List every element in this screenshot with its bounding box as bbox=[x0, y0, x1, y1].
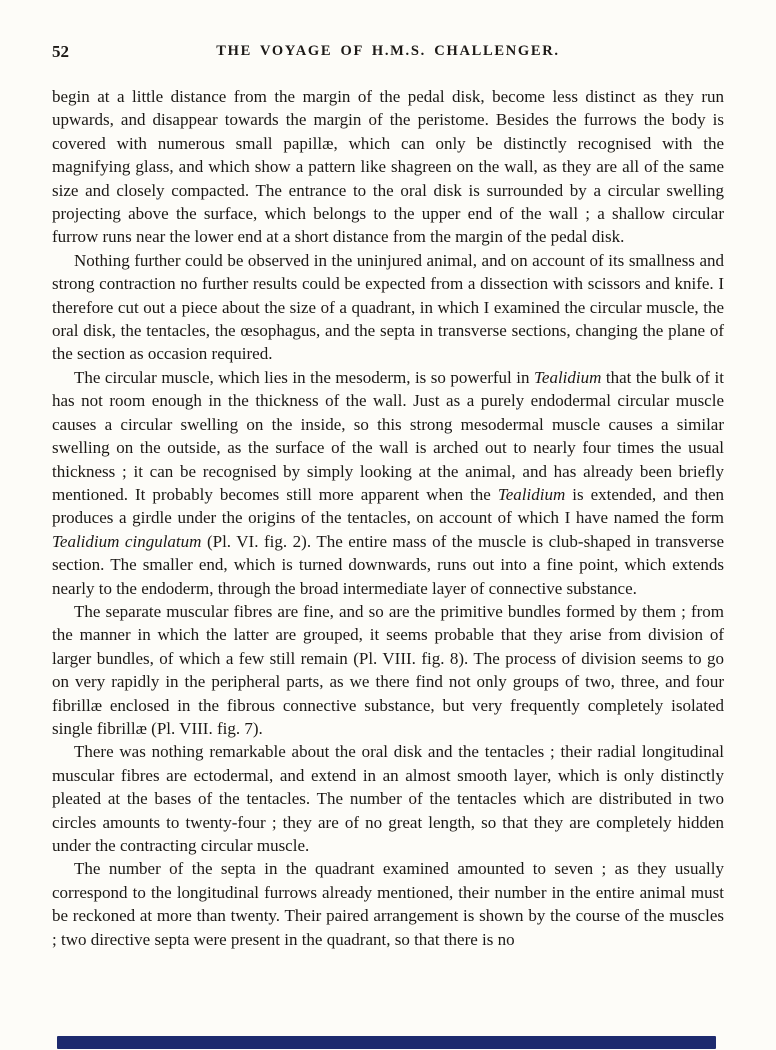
paragraph bbox=[52, 249, 724, 366]
paragraph bbox=[52, 857, 724, 951]
page-header bbox=[52, 41, 724, 63]
paragraph bbox=[52, 366, 724, 600]
page-body bbox=[52, 85, 724, 951]
running-title: THE VOYAGE OF H.M.S. CHALLENGER. bbox=[216, 43, 560, 59]
italic-term: Tealidium bbox=[497, 484, 566, 504]
text-segment: Nothing further could be observed in the uninjured animal, and on account of its smallness and strong contraction no further results could be expected from a dissection with scissors and knife. I therefore cut out a piece about the size of a quadrant, in which I examined the circular muscle, the oral disk, the tentacles, the œsophagus, and the septa in transverse sections, changing the plane of the section as occasion required. bbox=[52, 250, 724, 364]
italic-term: Tealidium cingulatum bbox=[52, 531, 202, 551]
text-segment: begin at a little distance from the margin of the pedal disk, become less distinct as they run upwards, and disappear towards the margin of the peristome. Besides the furrows the body is covered with numerous small papillæ, which can only be distinctly recognised with the magnifying glass, and which show a pattern like shagreen on the wall, as they are all of the same size and closely compacted. The entrance to the oral disk is surrounded by a circular swelling projecting above the surface, which belongs to the upper end of the wall ; a shallow circular furrow runs near the lower end at a short distance from the margin of the pedal disk. bbox=[52, 87, 724, 247]
text-segment: The circular muscle, which lies in the mesoderm, is so powerful in bbox=[74, 367, 535, 387]
text-segment: that the bulk of it has not room enough in the thickness of the wall. Just as a purely endodermal circular muscle causes a circular swelling on the inside, so this strong mesodermal muscle causes a similar swelling on the outside, as the surface of the wall is arched out to nearly four times the usual thickness ; it can be recognised by simply looking at the animal, and has already been briefly mentioned. It probably becomes still more apparent when the bbox=[52, 367, 725, 504]
text-segment: The number of the septa in the quadrant examined amounted to seven ; as they usually correspond to the longitudinal furrows already mentioned, their number in the entire animal must be reckoned at more than twenty. Their paired arrangement is shown by the course of the muscles ; two directive septa were present in the quadrant, so that there is no bbox=[52, 859, 724, 949]
text-segment: is extended, and then produces a girdle under the origins of the tentacles, on account of which I have named the form bbox=[52, 484, 724, 528]
italic-term: Tealidium bbox=[534, 367, 602, 387]
paragraph bbox=[52, 740, 724, 857]
page-number: 52 bbox=[52, 42, 69, 61]
bottom-bar bbox=[57, 1036, 716, 1049]
paragraph bbox=[52, 600, 724, 740]
text-segment: The separate muscular fibres are fine, and so are the primitive bundles formed by them ; from the manner in which the latter are grouped, it seems probable that they arise from division of larger bundles, of which a few still remain (Pl. VIII. fig. 8). The process of division seems to go on very rapidly in the peripheral parts, as we there find not only groups of two, three, and four fibrillæ enclosed in the fibrous connective substance, but very frequently completely isolated single fibrillæ (Pl. VIII. fig. 7). bbox=[52, 601, 724, 738]
text-segment: (Pl. VI. fig. 2). The entire mass of the muscle is club-shaped in transverse section. The smaller end, which is turned downwards, runs out into a fine point, which extends nearly to the endoderm, through the broad intermediate layer of connective substance. bbox=[52, 531, 724, 598]
text-segment: There was nothing remarkable about the oral disk and the tentacles ; their radial longitudinal muscular fibres are ectodermal, and extend in an almost smooth layer, which is only distinctly pleated at the bases of the tentacles. The number of the tentacles which are distributed in two circles amounts to twenty-four ; they are of no great length, so that they are completely hidden under the contracting circular muscle. bbox=[52, 742, 724, 855]
paragraph bbox=[52, 85, 724, 249]
